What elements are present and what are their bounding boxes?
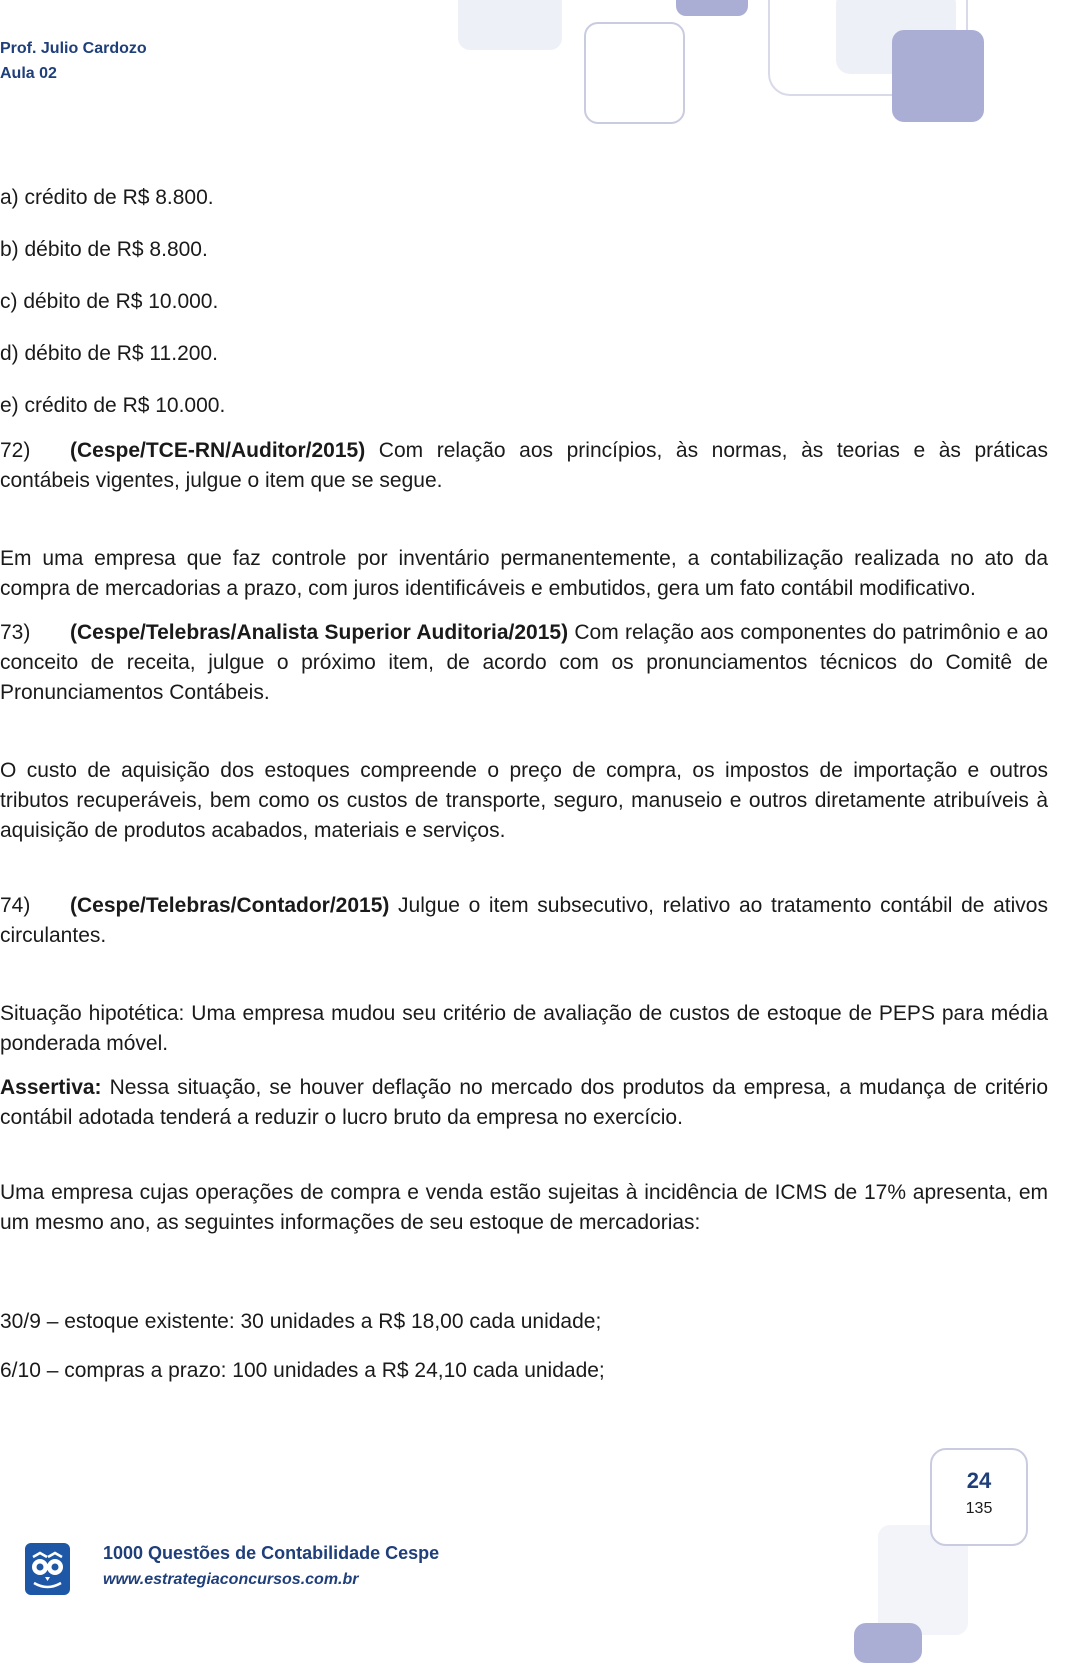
question-text: Com relação aos componentes do patrimônio e ao conceito de receita, julgue o próximo item, de acordo com os pronunciamentos técnicos do Comitê de Pronunciamentos Contábeis. xyxy=(0,621,1049,704)
option-e: e) crédito de R$ 10.000. xyxy=(0,394,226,417)
lesson-label: Aula 02 xyxy=(0,65,57,82)
question-72-item: Em uma empresa que faz controle por inventário permanentemente, a contabilização realizada no ato da compra de mercadorias a prazo, com juros identificáveis e embutidos, gera um fato contábil modificativo. xyxy=(0,547,1048,600)
question-73-item: O custo de aquisição dos estoques compreende o preço de compra, os impostos de importação e outros tributos recuperáveis, bem como os custos de transporte, seguro, manuseio e outros diretamente atribuíveis à aquisição de produtos acabados, materiais e serviços. xyxy=(0,759,1048,842)
option-c: c) débito de R$ 10.000. xyxy=(0,290,219,313)
option-b: b) débito de R$ 8.800. xyxy=(0,238,208,261)
footer-url[interactable]: www.estrategiaconcursos.com.br xyxy=(103,1571,359,1588)
question-72 xyxy=(0,436,1048,496)
question-73 xyxy=(0,618,1048,708)
footer-deco-2 xyxy=(854,1623,922,1663)
question-75-intro: Uma empresa cujas operações de compra e venda estão sujeitas à incidência de ICMS de 17% apresenta, em um mesmo ano, as seguintes informações de seu estoque de mercadorias: xyxy=(0,1181,1048,1234)
question-number: 72) xyxy=(0,439,31,462)
page-total: 135 xyxy=(965,1500,993,1517)
page-footer xyxy=(0,1535,1085,1649)
deco-square-3 xyxy=(584,22,685,124)
page-number-badge xyxy=(930,1448,1028,1546)
question-source: (Cespe/TCE-RN/Auditor/2015) xyxy=(70,439,366,462)
option-a: a) crédito de R$ 8.800. xyxy=(0,186,214,209)
deco-square-2 xyxy=(676,0,748,16)
option-d: d) débito de R$ 11.200. xyxy=(0,342,218,365)
question-text: Julgue o item subsecutivo, relativo ao tratamento contábil de ativos circulantes. xyxy=(0,894,1048,947)
assertive-label: Assertiva: xyxy=(0,1076,102,1099)
page-number: 24 xyxy=(966,1468,992,1493)
owl-logo-icon xyxy=(25,1543,70,1595)
page-header xyxy=(0,36,147,86)
assertive-text: Nessa situação, se houver deflação no mercado dos produtos da empresa, a mudança de critério contábil adotada tenderá a reduzir o lucro bruto da empresa no exercício. xyxy=(0,1076,1048,1129)
question-74-assertive xyxy=(0,1073,1048,1133)
question-source: (Cespe/Telebras/Analista Superior Auditoria/2015) xyxy=(70,621,569,644)
footer-title: 1000 Questões de Contabilidade Cespe xyxy=(103,1543,440,1563)
author-name: Prof. Julio Cardozo xyxy=(0,40,147,57)
question-source: (Cespe/Telebras/Contador/2015) xyxy=(70,894,390,917)
inventory-line-1: 30/9 – estoque existente: 30 unidades a R$ 18,00 cada unidade; xyxy=(0,1310,602,1333)
question-number: 74) xyxy=(0,894,31,917)
question-number: 73) xyxy=(0,621,31,644)
inventory-line-2: 6/10 – compras a prazo: 100 unidades a R$ 24,10 cada unidade; xyxy=(0,1359,605,1382)
deco-square-6 xyxy=(892,30,984,122)
page-content xyxy=(0,182,1048,1387)
deco-square-1 xyxy=(458,0,562,50)
question-74 xyxy=(0,891,1048,951)
question-text: Com relação aos princípios, às normas, às teorias e às práticas contábeis vigentes, julgue o item que se segue. xyxy=(0,439,1048,492)
question-74-situation: Situação hipotética: Uma empresa mudou seu critério de avaliação de custos de estoque de PEPS para média ponderada móvel. xyxy=(0,1002,1048,1055)
